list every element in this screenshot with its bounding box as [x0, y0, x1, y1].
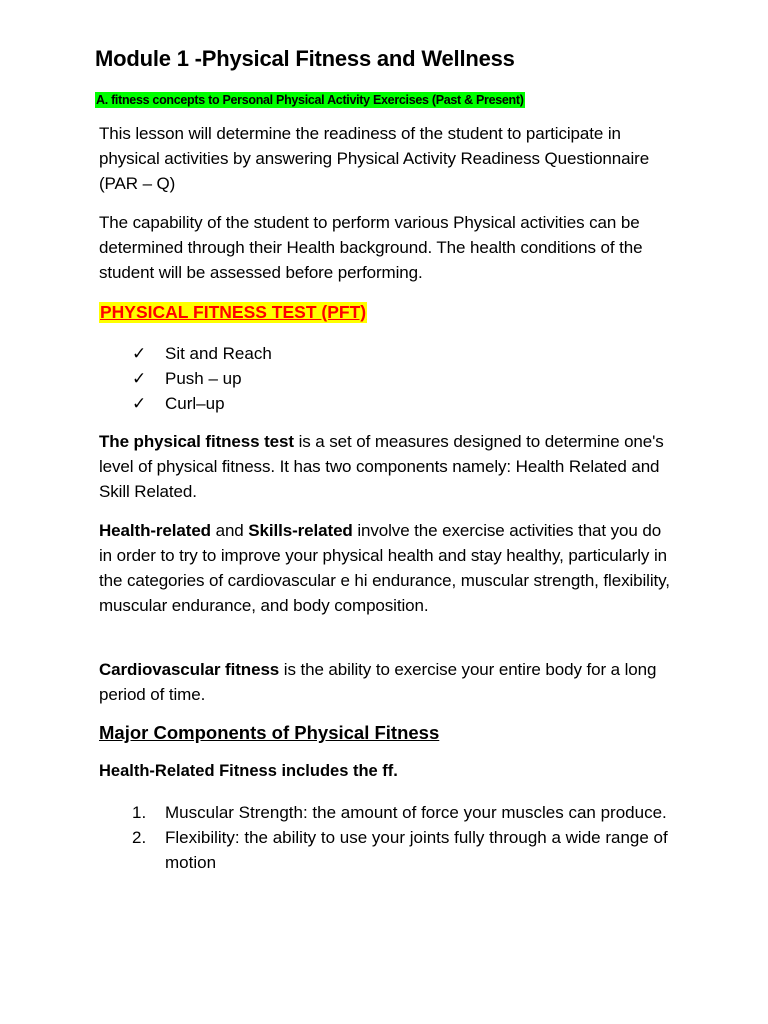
- pft-definition-term: The physical fitness test: [99, 432, 294, 451]
- health-related-heading: Health-Related Fitness includes the ff.: [99, 762, 398, 780]
- pft-item-label: Sit and Reach: [165, 344, 272, 363]
- check-icon: ✓: [132, 394, 147, 413]
- components-paragraph: [99, 518, 674, 618]
- list-item: [132, 825, 672, 875]
- list-number: 2.: [132, 828, 147, 847]
- list-item: [132, 800, 672, 825]
- lesson-subtitle: A. fitness concepts to Personal Physical Activity Exercises (Past & Present): [96, 93, 524, 107]
- list-item: [132, 366, 272, 391]
- intro-paragraph: This lesson will determine the readiness of the student to participate in physical activities by answering Physical Activity Readiness Questionnaire (PAR – Q): [99, 124, 650, 193]
- pft-definition-text: is a set of measures designed to determine one's level of physical fitness. It has two components namely: Health Related and Skill Related.: [99, 432, 664, 501]
- pft-item-label: Curl–up: [165, 394, 225, 413]
- health-related-term: Health-related: [99, 521, 211, 540]
- list-item: [132, 341, 272, 366]
- list-item-text: Muscular Strength: the amount of force your muscles can produce.: [165, 803, 667, 822]
- check-icon: ✓: [132, 369, 147, 388]
- list-number: 1.: [132, 803, 147, 822]
- pft-heading: PHYSICAL FITNESS TEST (PFT): [100, 302, 367, 322]
- cardio-text: is the ability to exercise your entire body for a long period of time.: [99, 660, 657, 704]
- check-icon: ✓: [132, 344, 147, 363]
- cardio-term: Cardiovascular fitness: [99, 660, 280, 679]
- skills-related-term: Skills-related: [248, 521, 353, 540]
- major-components-heading: Major Components of Physical Fitness: [99, 722, 440, 743]
- components-connector: and: [210, 521, 249, 540]
- module-title: Module 1 -Physical Fitness and Wellness: [95, 46, 515, 71]
- pft-test-list: [132, 341, 272, 416]
- capability-paragraph: The capability of the student to perform various Physical activities can be determined through their Health background. The health conditions of the student will be assessed before performing.: [99, 213, 643, 282]
- list-item-text: Flexibility: the ability to use your joints fully through a wide range of motion: [165, 828, 668, 872]
- list-item: [132, 391, 272, 416]
- components-text: involve the exercise activities that you do in order to try to improve your physical health and stay healthy, particularly in the categories of cardiovascular e hi endurance, muscular strength, flexibility, muscular endurance, and body composition.: [99, 521, 670, 615]
- pft-item-label: Push – up: [165, 369, 242, 388]
- health-related-list: [132, 800, 672, 875]
- pft-definition-paragraph: [99, 429, 674, 504]
- cardio-paragraph: [99, 657, 674, 707]
